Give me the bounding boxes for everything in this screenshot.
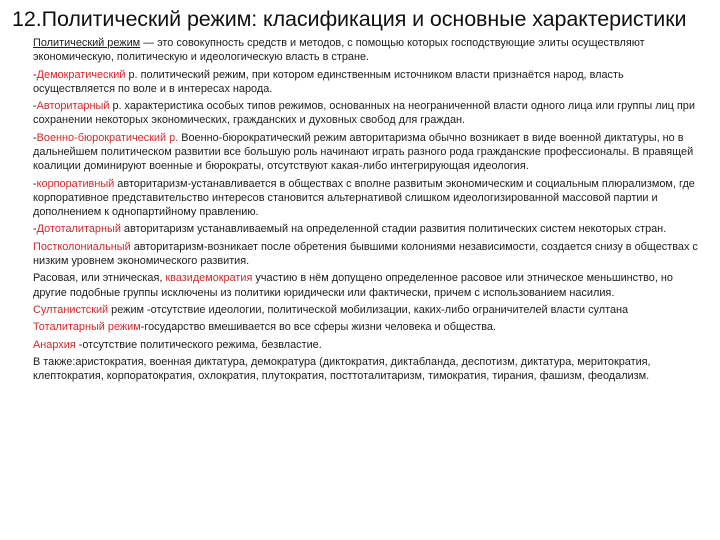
regime-totalitarian bbox=[33, 320, 706, 334]
regime-sultanistic bbox=[33, 303, 706, 317]
regime-military-bureaucratic bbox=[33, 131, 706, 174]
regime-prefix: - bbox=[33, 68, 37, 81]
regime-text: р. политический режим, при котором единственным источником власти признаётся народ, власть осуществляется по воле и в интересах народа. bbox=[33, 68, 624, 95]
regime-democratic bbox=[33, 68, 706, 96]
definition-term: Политический режим bbox=[33, 37, 141, 49]
regime-term: Авторитарный bbox=[36, 100, 110, 113]
regime-text: режим -отсутствие идеологии, политической мобилизации, каких-либо ограничителей власти султана bbox=[108, 303, 629, 316]
regime-other-list bbox=[33, 355, 706, 383]
regime-term: корпоративный bbox=[36, 177, 115, 190]
definition-text: — это совокупность средств и методов, с помощью которых господствующие элиты осуществляют экономическую, политическую и идеологическую власть в стране. bbox=[33, 37, 645, 64]
regime-corporate bbox=[33, 177, 706, 220]
regime-prefix: - bbox=[33, 177, 37, 190]
regime-text: участию в нём допущено определенное расовое или этническое меньшинство, но другие подобные группы исключены из политики юридически или фактически, причем с использованием насилия. bbox=[33, 272, 673, 299]
regime-term: Демократический bbox=[36, 68, 126, 81]
definition-paragraph bbox=[33, 36, 706, 64]
regime-term: Анархия bbox=[33, 338, 76, 351]
regime-prefix: - bbox=[33, 131, 37, 144]
regime-prefix: В также: bbox=[33, 356, 76, 369]
regime-term: Султанистский bbox=[33, 303, 109, 316]
regime-text: р. характеристика особых типов режимов, основанных на неограниченной власти одного лица или группы лиц при сохранении некоторых экономических, гражданских и духовных свобод для граждан. bbox=[33, 100, 695, 127]
regime-prefix: Расовая, или этническая, bbox=[33, 272, 166, 285]
regime-text: авторитаризм устанавливаемый на определенной стадии развития политических систем некоторых стран. bbox=[120, 223, 667, 236]
regime-text: аристократия, военная диктатура, демократура (диктократия, диктабланда, деспотизм, диктатура, меритократия, клептократия, корпоратократия, охлократия, плутократия, посттоталитаризм, тимократия, тирания, фашизм, феодализм. bbox=[33, 356, 651, 383]
regime-anarchy bbox=[33, 338, 706, 352]
slide-title: 12.Политический режим: класификация и основные характеристики bbox=[12, 7, 687, 31]
slide-body bbox=[12, 36, 710, 384]
regime-term: Постколониальный bbox=[33, 240, 131, 253]
regime-term: Дототалитарный bbox=[36, 223, 121, 236]
regime-prefix: - bbox=[33, 223, 37, 236]
regime-text: -отсутствие политического режима, безвластие. bbox=[75, 338, 322, 351]
regime-text: авторитаризм-возникает после обретения бывшими колониями независимости, создается снизу в обществах с низким уровнем экономического развития. bbox=[33, 240, 698, 267]
regime-term: Тоталитарный режим bbox=[33, 321, 141, 334]
regime-prefix: - bbox=[33, 100, 37, 113]
regime-quasidemocracy bbox=[33, 271, 706, 299]
regime-postcolonial bbox=[33, 240, 706, 268]
regime-text: Военно-бюрократический режим авторитаризма обычно возникает в виде военной диктатуры, но в дальнейшем политическом развитии все большую роль начинают играть разного рода гражданские профессионалы. В правящей коалиции доминируют военные и бюрократы, отсутствуют какая-либо интегрирующая идеология. bbox=[33, 131, 694, 173]
regime-text: авторитаризм-устанавливается в обществах с вполне развитым экономическим и социальным плюрализмом, где корпоративное представительство интересов становится альтернативой слишком идеологизированной массовой партии и дополнением к однопартийному правлению. bbox=[33, 177, 695, 218]
regime-pretotalitarian bbox=[33, 222, 706, 236]
regime-term: Военно-бюрократический р. bbox=[36, 131, 179, 144]
regime-term: квазидемократия bbox=[165, 272, 253, 285]
regime-authoritarian bbox=[33, 99, 706, 127]
regime-text: -государство вмешивается во все сферы жизни человека и общества. bbox=[140, 321, 497, 334]
